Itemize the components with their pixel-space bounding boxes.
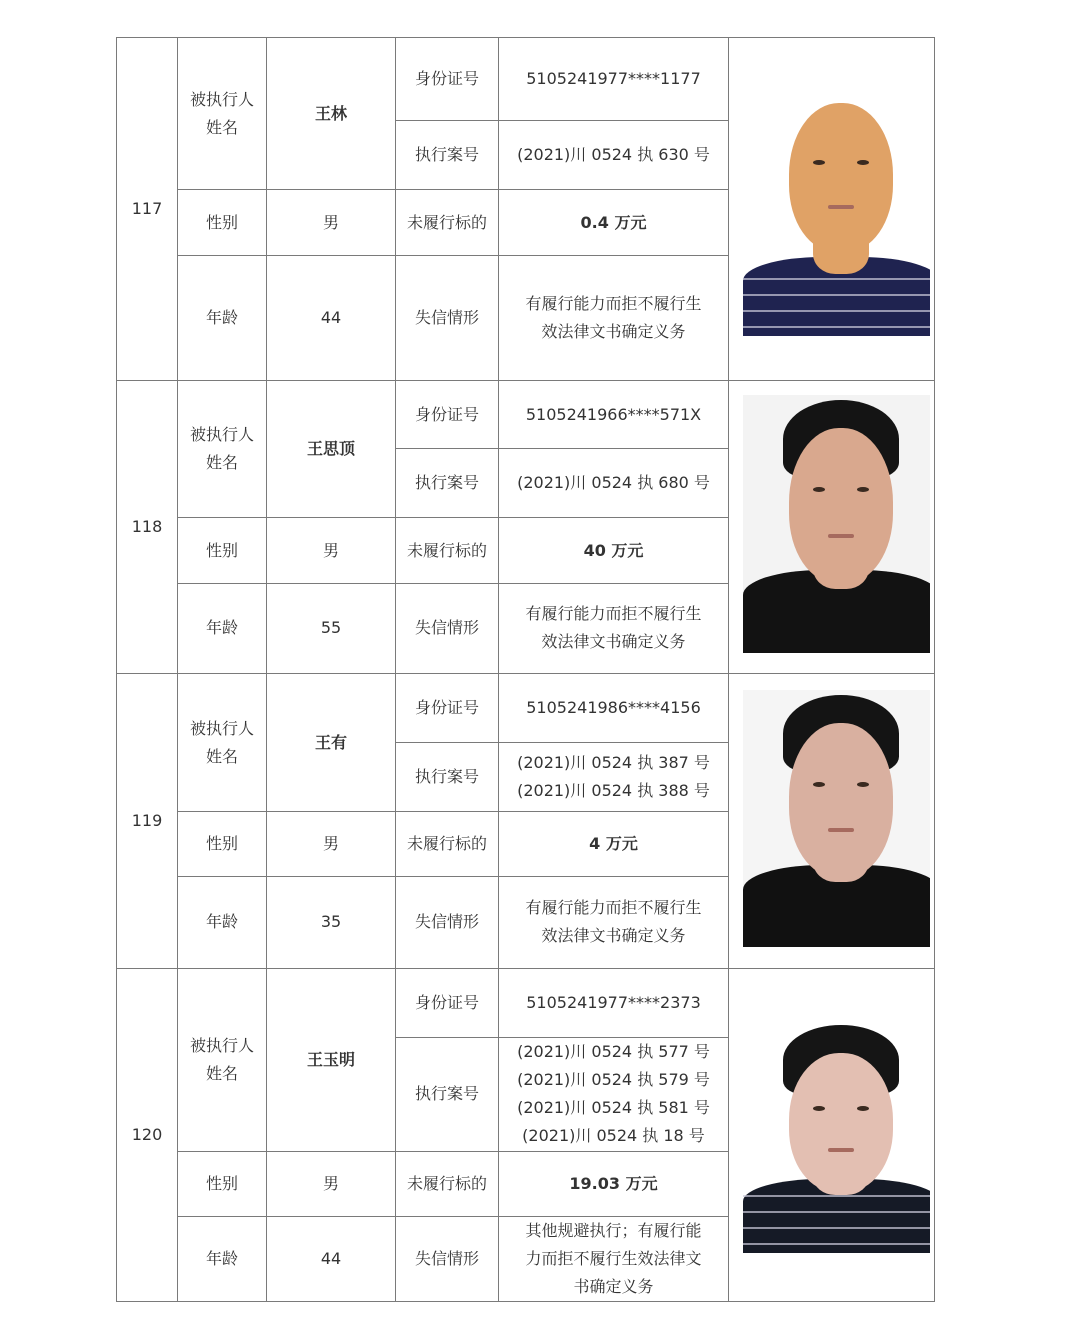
unfulfilled-amount-label: 未履行标的 xyxy=(396,812,499,876)
dishonesty-label: 失信情形 xyxy=(396,583,499,673)
gender-value: 男 xyxy=(267,1151,396,1216)
unfulfilled-amount-value: 0.4 万元 xyxy=(499,190,729,255)
case-number-value: (2021)川 0524 执 680 号 xyxy=(499,449,729,518)
case-number-label: 执行案号 xyxy=(396,121,499,190)
dishonesty-value: 其他规避执行；有履行能 力而拒不履行生效法律文 书确定义务 xyxy=(499,1216,729,1301)
portrait-photo xyxy=(729,674,935,969)
record-117 xyxy=(117,38,935,121)
case-number-value: (2021)川 0524 执 577 号 (2021)川 0524 执 579 号 (2021)川 0524 执 581 号 (2021)川 0524 执 18 号 xyxy=(499,1038,729,1151)
unfulfilled-amount-value: 40 万元 xyxy=(499,518,729,583)
unfulfilled-amount-label: 未履行标的 xyxy=(396,190,499,255)
defaulter-name: 王有 xyxy=(267,674,396,812)
name-label: 被执行人 姓名 xyxy=(178,38,267,190)
record-index: 117 xyxy=(117,38,178,381)
id-number-label: 身份证号 xyxy=(396,38,499,121)
gender-label: 性别 xyxy=(178,812,267,876)
record-120 xyxy=(117,969,935,1038)
case-number-label: 执行案号 xyxy=(396,449,499,518)
record-118 xyxy=(117,381,935,449)
age-value: 55 xyxy=(267,583,396,673)
id-number-value: 5105241977****1177 xyxy=(499,38,729,121)
name-label: 被执行人 姓名 xyxy=(178,381,267,518)
portrait-bald-man-navy-striped-shirt-icon xyxy=(734,38,930,380)
unfulfilled-amount-label: 未履行标的 xyxy=(396,518,499,583)
id-number-label: 身份证号 xyxy=(396,381,499,449)
record-index: 120 xyxy=(117,969,178,1302)
dishonesty-value: 有履行能力而拒不履行生 效法律文书确定义务 xyxy=(499,876,729,968)
portrait-photo xyxy=(729,38,935,381)
dishonesty-value: 有履行能力而拒不履行生 效法律文书确定义务 xyxy=(499,583,729,673)
age-value: 44 xyxy=(267,1216,396,1301)
dishonesty-label: 失信情形 xyxy=(396,255,499,380)
defaulter-name: 王林 xyxy=(267,38,396,190)
unfulfilled-amount-value: 4 万元 xyxy=(499,812,729,876)
id-number-label: 身份证号 xyxy=(396,674,499,743)
case-number-value: (2021)川 0524 执 630 号 xyxy=(499,121,729,190)
dishonesty-value: 有履行能力而拒不履行生 效法律文书确定义务 xyxy=(499,255,729,380)
defaulter-roster-table xyxy=(116,37,935,1302)
portrait-photo xyxy=(729,969,935,1302)
portrait-photo xyxy=(729,381,935,674)
record-index: 118 xyxy=(117,381,178,674)
case-number-value: (2021)川 0524 执 387 号 (2021)川 0524 执 388 号 xyxy=(499,743,729,812)
gender-label: 性别 xyxy=(178,1151,267,1216)
dishonesty-label: 失信情形 xyxy=(396,876,499,968)
unfulfilled-amount-value: 19.03 万元 xyxy=(499,1151,729,1216)
gender-label: 性别 xyxy=(178,518,267,583)
unfulfilled-amount-label: 未履行标的 xyxy=(396,1151,499,1216)
gender-value: 男 xyxy=(267,190,396,255)
dishonesty-label: 失信情形 xyxy=(396,1216,499,1301)
record-119 xyxy=(117,674,935,743)
defaulter-name: 王玉明 xyxy=(267,969,396,1152)
age-label: 年龄 xyxy=(178,876,267,968)
age-label: 年龄 xyxy=(178,255,267,380)
case-number-label: 执行案号 xyxy=(396,743,499,812)
id-number-value: 5105241966****571X xyxy=(499,381,729,449)
gender-label: 性别 xyxy=(178,190,267,255)
portrait-man-dark-hair-black-jacket-icon xyxy=(734,381,930,673)
id-number-label: 身份证号 xyxy=(396,969,499,1038)
age-label: 年龄 xyxy=(178,583,267,673)
portrait-man-short-hair-striped-collar-icon xyxy=(734,969,930,1301)
record-index: 119 xyxy=(117,674,178,969)
portrait-man-short-hair-black-shirt-icon xyxy=(734,674,930,968)
defaulter-name: 王思顶 xyxy=(267,381,396,518)
gender-value: 男 xyxy=(267,812,396,876)
id-number-value: 5105241977****2373 xyxy=(499,969,729,1038)
gender-value: 男 xyxy=(267,518,396,583)
age-label: 年龄 xyxy=(178,1216,267,1301)
name-label: 被执行人 姓名 xyxy=(178,969,267,1152)
name-label: 被执行人 姓名 xyxy=(178,674,267,812)
age-value: 44 xyxy=(267,255,396,380)
case-number-label: 执行案号 xyxy=(396,1038,499,1151)
id-number-value: 5105241986****4156 xyxy=(499,674,729,743)
age-value: 35 xyxy=(267,876,396,968)
